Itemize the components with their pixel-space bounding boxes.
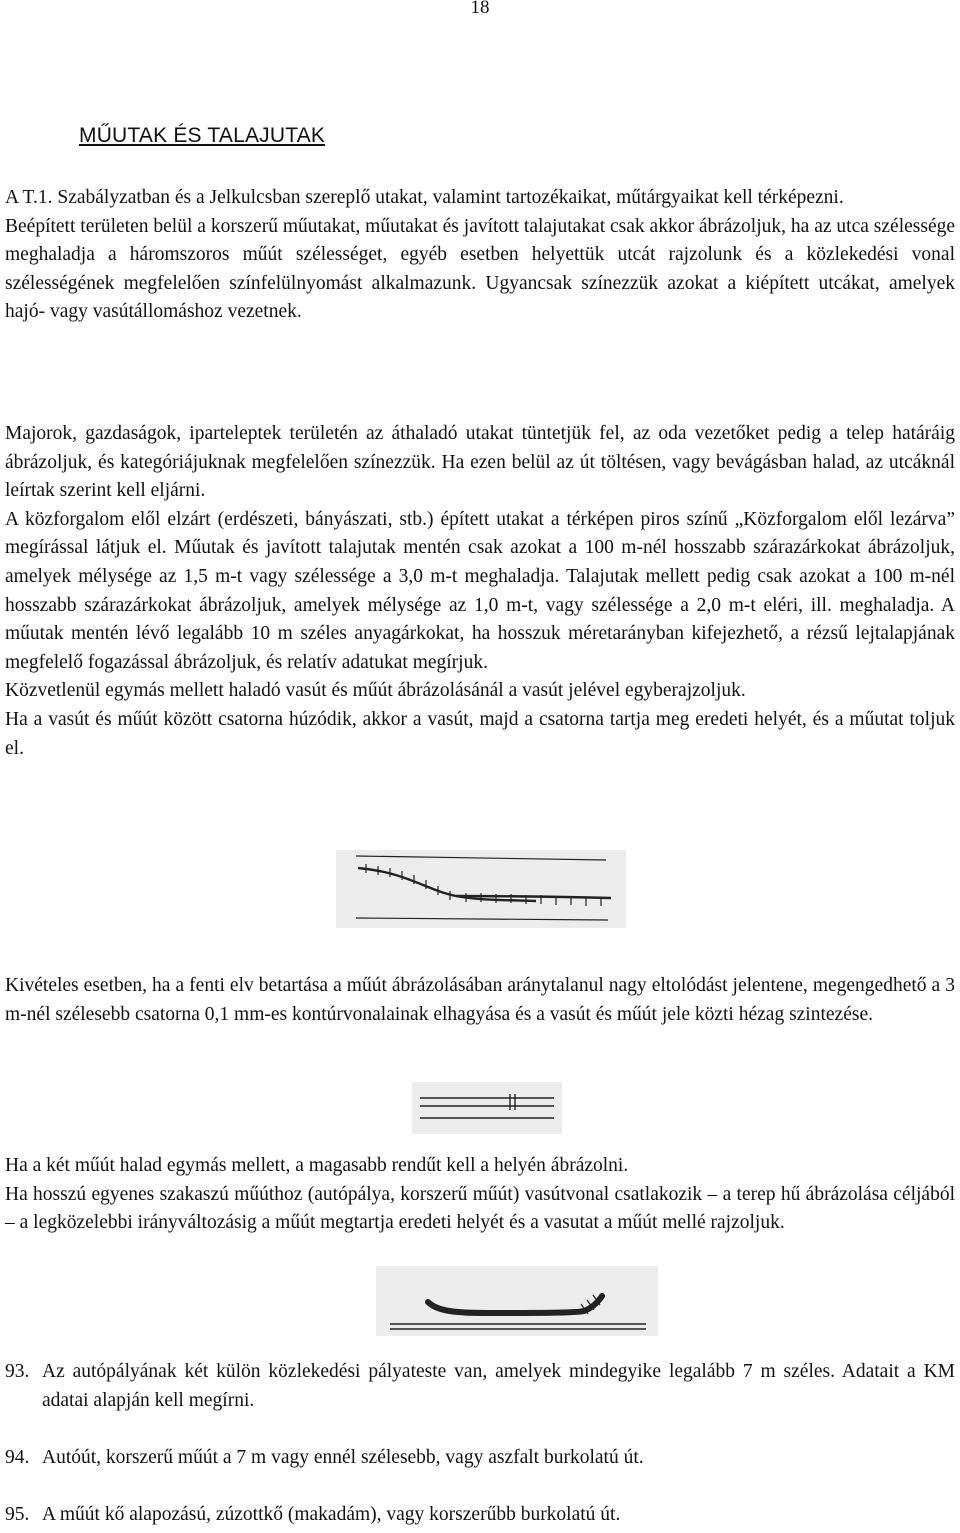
figure-road-railway-alongside bbox=[376, 1266, 658, 1336]
figure-parallel-lines bbox=[412, 1082, 562, 1134]
paragraph-kozforgalom: A közforgalom elől elzárt (erdészeti, bányászati, stb.) épített utakat a térképen piros színű „Közforgalom elől lezárva” megírással látjuk el. Műutak és javított talajutak mentén csak azokat a 100 m-nél hosszabb szárazárkokat ábrázoljuk, amelyek mélysége az 1,5 m-t vagy szélessége a 3,0 m-t meghaladja. Talajutak mellett pedig csak azokat a 100 m-nél hosszabb szárazárkokat ábrázoljuk, amelyek mélysége az 1,0 m-t, vagy szélessége a 2,0 m-t eléri, ill. meghaladja. A műutak mentén lévő legalább 10 m széles anyagárkokat, ha hosszuk méretarányban kifejezhető, a rézsű lejtalapjának megfelelő fogazással ábrázoljuk, és relatív adatukat megírjuk. bbox=[5, 508, 955, 673]
list-item-text: A műút kő alapozású, zúzottkő (makadám), vagy korszerűbb burkolatú út. bbox=[42, 1504, 621, 1525]
paragraph-hosszu: Ha hosszú egyenes szakaszú műúthoz (autópálya, korszerű műút) vasútvonal csatlakozik – a terep hű ábrázolása céljából – a legközelebbi irányváltozásig a műút megtartja eredeti helyét és a vasutat a műút mellé rajzoljuk. bbox=[5, 1183, 955, 1234]
paragraph-kozvetlenul: Közvetlenül egymás mellett haladó vasút és műút ábrázolásánál a vasút jelével egyberajzoljuk. bbox=[5, 680, 746, 702]
list-item-number: 95. bbox=[5, 1504, 30, 1525]
ket-muut-block bbox=[5, 1152, 955, 1238]
intro-block bbox=[5, 184, 955, 327]
list-item-95 bbox=[5, 1501, 955, 1530]
paragraph-majorok: Majorok, gazdaságok, iparteleptek területén az áthaladó utakat tüntetjük fel, az oda vezetőket pedig a telep határáig ábrázoljuk, és kategóriájuknak megfelelően színezzük. Ha ezen belül az út töltésen, vagy bevágásban halad, az utcáknál leírtak szerint kell eljárni. bbox=[5, 423, 955, 502]
paragraph-intro-1: A T.1. Szabályzatban és a Jelkulcsban szereplő utakat, valamint tartozékaikat, műtárgyaikat kell térképezni. bbox=[5, 187, 844, 208]
paragraph-intro-2: Beépített területen belül a korszerű műutakat, műutakat és javított talajutakat csak akkor ábrázoljuk, ha az utca szélessége meghaladja a háromszoros műút szélességet, egyéb esetben helyettük utcát rajzolunk és a közlekedési vonal szélességének megfelelően színfelülnyomást alkalmazunk. Ugyancsak színezzük azokat a kiépített utcákat, amelyek hajó- vagy vasútállomáshoz vezetnek. bbox=[5, 215, 955, 323]
list-item-text: Az autópályának két külön közlekedési pályateste van, amelyek mindegyike legalább 7 m széles. Adatait a KM adatai alapján kell megírni. bbox=[42, 1361, 955, 1411]
paragraph-csatorna: Ha a vasút és műút között csatorna húzódik, akkor a vasút, majd a csatorna tartja meg eredeti helyét, és a műutat toljuk el. bbox=[5, 708, 955, 759]
figure-railway-canal-road bbox=[336, 850, 626, 928]
page-number: 18 bbox=[470, 0, 490, 18]
kiveteles-block bbox=[5, 972, 955, 1029]
list-item-93 bbox=[5, 1358, 955, 1415]
section-heading: MŰUTAK ÉS TALAJUTAK bbox=[79, 124, 326, 147]
list-item-text: Autóút, korszerű műút a 7 m vagy ennél szélesebb, vagy aszfalt burkolatú út. bbox=[42, 1447, 644, 1468]
paragraph-kiveteles: Kivételes esetben, ha a fenti elv betartása a műút ábrázolásában aránytalanul nagy eltolódást jelentene, megengedhető a 3 m-nél szélesebb csatorna 0,1 mm-es kontúrvonalainak elhagyása és a vasút és műút jele közti hézag szintezése. bbox=[5, 975, 955, 1025]
list-item-number: 94. bbox=[5, 1447, 30, 1468]
paragraph-ket-muut: Ha a két műút halad egymás mellett, a magasabb rendűt kell a helyén ábrázolni. bbox=[5, 1155, 629, 1176]
list-item-number: 93. bbox=[5, 1361, 30, 1382]
list-item-94 bbox=[5, 1444, 955, 1473]
majorok-block bbox=[5, 420, 955, 763]
